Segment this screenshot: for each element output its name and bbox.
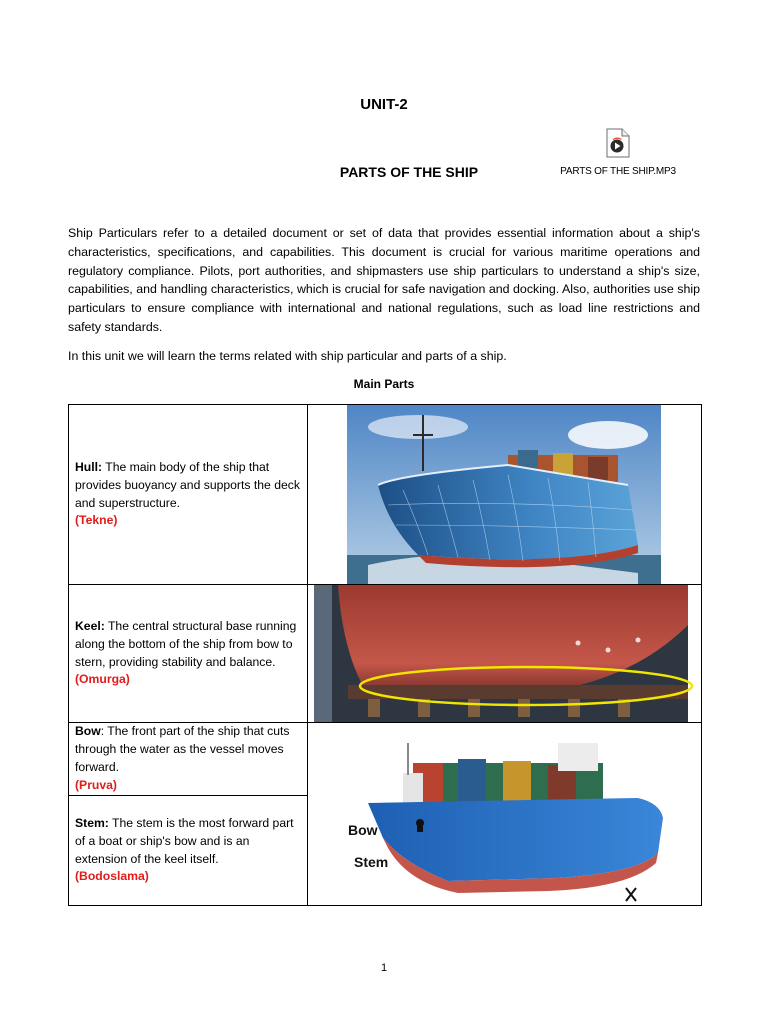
part-term: Stem: xyxy=(75,815,109,830)
part-term: Bow xyxy=(75,724,101,739)
part-definition: : The front part of the ship that cuts through the water as the vessel moves forward. xyxy=(75,724,290,774)
part-translation: (Tekne) xyxy=(75,513,118,528)
audio-attachment[interactable] xyxy=(548,128,688,179)
part-translation: (Pruva) xyxy=(75,777,117,792)
unit-title: UNIT-2 xyxy=(360,96,408,113)
part-translation: (Bodoslama) xyxy=(75,869,149,884)
table-row xyxy=(69,585,702,723)
bow-label: Bow xyxy=(348,822,378,838)
bow-stem-image xyxy=(308,723,702,905)
hull-cell xyxy=(69,405,308,585)
part-term: Keel: xyxy=(75,618,105,633)
intro-paragraph: Ship Particulars refer to a detailed document or set of data that provides essential information about a ship's characteristics, specifications, and capabilities. This document is crucial for various maritime operations and regulatory compliance. Pilots, port authorities, and shipmasters use ship particulars to understand a ship's size, capabilities, and handling characteristics, which is crucial for safe navigation and docking. Also, authorities use ship particulars to ensure compliance with international and national regulations, such as load line restrictions and safety standards. xyxy=(68,226,700,334)
attachment-label[interactable]: PARTS OF THE SHIP.MP3 xyxy=(560,166,676,177)
page-number: 1 xyxy=(380,962,388,974)
part-translation: (Omurga) xyxy=(75,672,130,687)
hull-image-cell xyxy=(308,405,702,585)
anchor-icon xyxy=(416,819,424,832)
keel-image-cell xyxy=(308,585,702,723)
keel-cell xyxy=(69,585,308,723)
stem-cell xyxy=(69,796,308,906)
stem-label: Stem xyxy=(354,854,389,870)
keel-image xyxy=(308,585,702,722)
part-definition: The central structural base running along the bottom of the ship from bow to stern, providing stability and balance. xyxy=(75,618,297,669)
parts-table xyxy=(68,404,702,906)
section-title: Main Parts xyxy=(353,377,415,391)
part-definition: The main body of the ship that provides buoyancy and supports the deck and superstructure. xyxy=(75,459,300,510)
table-row xyxy=(69,405,702,585)
part-term: Hull: xyxy=(75,459,103,474)
page-title: PARTS OF THE SHIP xyxy=(339,164,479,180)
intro-paragraph-2: In this unit we will learn the terms related with ship particular and parts of a ship. xyxy=(68,349,507,363)
bow-cell xyxy=(69,723,308,796)
audio-file-icon[interactable] xyxy=(605,128,631,158)
stern-anchor-icon xyxy=(626,888,636,901)
part-definition: The stem is the most forward part of a boat or ship's bow and is an extension of the keel itself. xyxy=(75,815,294,866)
bow-stem-image-cell xyxy=(308,723,702,906)
hull-image xyxy=(308,405,702,584)
table-row xyxy=(69,723,702,796)
